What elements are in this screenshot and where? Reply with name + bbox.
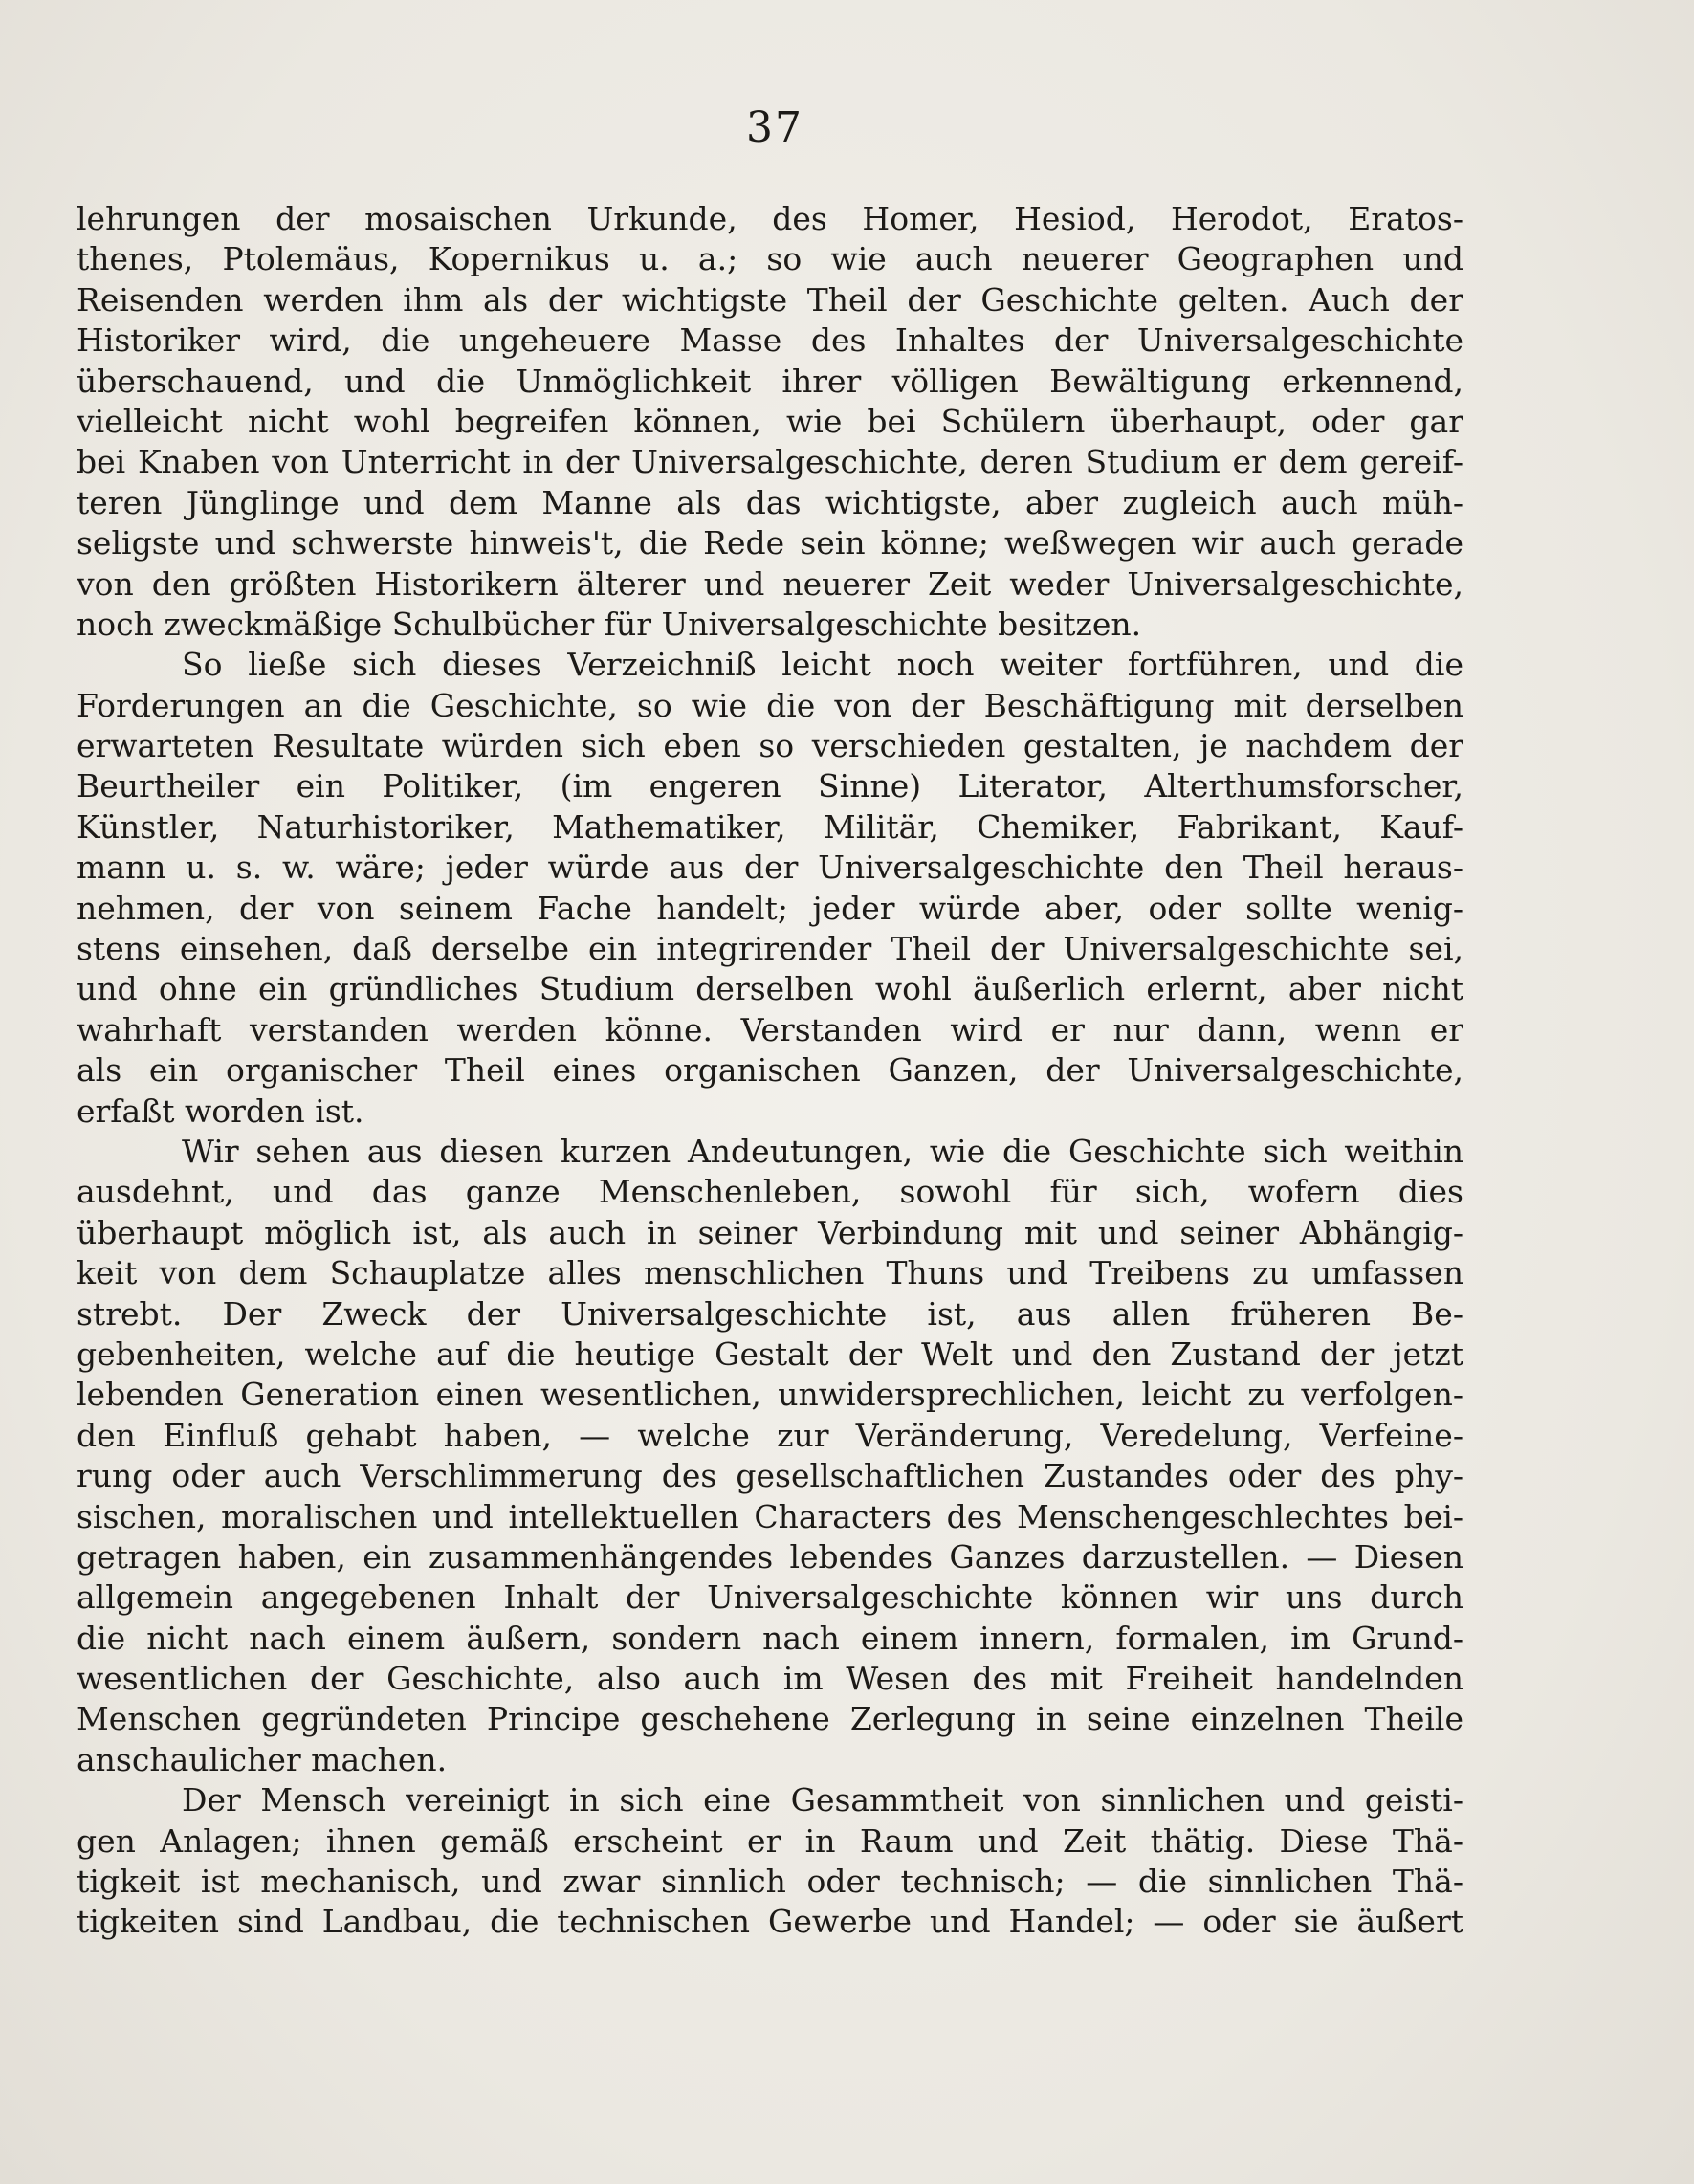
text-line: erfaßt worden ist. <box>77 1092 364 1130</box>
text-line: bei Knaben von Unterricht in der Universalgeschichte, deren Studium er dem gereif- <box>77 443 1463 481</box>
text-line: thenes, Ptolemäus, Kopernikus u. a.; so wie auch neuerer Geographen und <box>77 240 1463 278</box>
text-line: Forderungen an die Geschichte, so wie die von der Beschäftigung mit derselben <box>77 686 1463 724</box>
text-line: vielleicht nicht wohl begreifen können, wie bei Schülern überhaupt, oder gar <box>77 402 1463 440</box>
text-line: mann u. s. w. wäre; jeder würde aus der Universalgeschichte den Theil heraus- <box>77 849 1463 887</box>
text-line: lehrungen der mosaischen Urkunde, des Homer, Hesiod, Herodot, Eratos- <box>77 200 1463 237</box>
text-line: getragen haben, ein zusammenhängendes lebendes Ganzes darzustellen. — Diesen <box>77 1537 1463 1576</box>
text-line: als ein organischer Theil eines organischen Ganzen, der Universalgeschichte, <box>77 1051 1463 1090</box>
text-line: So ließe sich dieses Verzeichniß leicht noch weiter fortführen, und die <box>182 646 1463 684</box>
text-line: Historiker wird, die ungeheuere Masse des Inhaltes der Universalgeschichte <box>77 321 1463 360</box>
text-line: tigkeit ist mechanisch, und zwar sinnlich oder technisch; — die sinnlichen Thä- <box>77 1863 1463 1901</box>
text-line: anschaulicher machen. <box>77 1740 448 1778</box>
text-line: stens einsehen, daß derselbe ein integrirender Theil der Universalgeschichte sei, <box>77 930 1463 968</box>
text-line: rung oder auch Verschlimmerung des gesellschaftlichen Zustandes oder des phy- <box>77 1457 1463 1495</box>
text-line: ausdehnt, und das ganze Menschenleben, sowohl für sich, wofern dies <box>77 1173 1463 1211</box>
page-number: 37 <box>746 103 803 152</box>
text-line: gen Anlagen; ihnen gemäß erscheint er in Raum und Zeit thätig. Diese Thä- <box>77 1821 1463 1860</box>
text-line: wesentlichen der Geschichte, also auch im Wesen des mit Freiheit handelnden <box>77 1660 1463 1698</box>
text-line: teren Jünglinge und dem Manne als das wichtigste, aber zugleich auch müh- <box>77 483 1463 521</box>
text-line: und ohne ein gründliches Studium derselben wohl äußerlich erlernt, aber nicht <box>77 970 1463 1008</box>
text-line: Wir sehen aus diesen kurzen Andeutungen, wie die Geschichte sich weithin <box>182 1132 1463 1170</box>
text-line: Menschen gegründeten Principe geschehene Zerlegung in seine einzelnen Theile <box>77 1700 1463 1738</box>
text-line: noch zweckmäßige Schulbücher für Universalgeschichte besitzen. <box>77 605 1142 643</box>
text-line: überhaupt möglich ist, als auch in seiner Verbindung mit und seiner Abhängig- <box>77 1213 1463 1251</box>
text-line: erwarteten Resultate würden sich eben so verschieden gestalten, je nachdem der <box>77 727 1463 765</box>
text-line: überschauend, und die Unmöglichkeit ihrer völligen Bewältigung erkennend, <box>77 362 1463 400</box>
text-line: wahrhaft verstanden werden könne. Verstanden wird er nur dann, wenn er <box>77 1010 1463 1048</box>
text-line: nehmen, der von seinem Fache handelt; jeder würde aber, oder sollte wenig- <box>77 889 1463 927</box>
text-line: allgemein angegebenen Inhalt der Universalgeschichte können wir uns durch <box>77 1578 1463 1617</box>
text-line: Der Mensch vereinigt in sich eine Gesammtheit von sinnlichen und geisti- <box>182 1781 1463 1820</box>
text-line: gebenheiten, welche auf die heutige Gestalt der Welt und den Zustand der jetzt <box>77 1335 1463 1373</box>
text-line: von den größten Historikern älterer und neuerer Zeit weder Universalgeschichte, <box>77 564 1463 603</box>
text-line: die nicht nach einem äußern, sondern nach einem innern, formalen, im Grund- <box>77 1619 1463 1657</box>
text-line: strebt. Der Zweck der Universalgeschichte ist, aus allen früheren Be- <box>77 1294 1463 1333</box>
text-line: den Einfluß gehabt haben, — welche zur Veränderung, Veredelung, Verfeine- <box>77 1416 1463 1454</box>
text-line: Reisenden werden ihm als der wichtigste Theil der Geschichte gelten. Auch der <box>77 280 1463 319</box>
text-line: Beurtheiler ein Politiker, (im engeren Sinne) Literator, Alterthumsforscher, <box>77 767 1463 805</box>
body-text <box>77 199 1463 1943</box>
text-line: seligste und schwerste hinweis't, die Rede sein könne; weßwegen wir auch gerade <box>77 524 1463 563</box>
text-line: Künstler, Naturhistoriker, Mathematiker, Militär, Chemiker, Fabrikant, Kauf- <box>77 807 1463 846</box>
text-line: lebenden Generation einen wesentlichen, unwidersprechlichen, leicht zu verfolgen- <box>77 1376 1463 1414</box>
text-line: tigkeiten sind Landbau, die technischen Gewerbe und Handel; — oder sie äußert <box>77 1903 1463 1941</box>
text-line: keit von dem Schauplatze alles menschlichen Thuns und Treibens zu umfassen <box>77 1254 1463 1292</box>
text-line: sischen, moralischen und intellektuellen Characters des Menschengeschlechtes bei- <box>77 1497 1463 1535</box>
